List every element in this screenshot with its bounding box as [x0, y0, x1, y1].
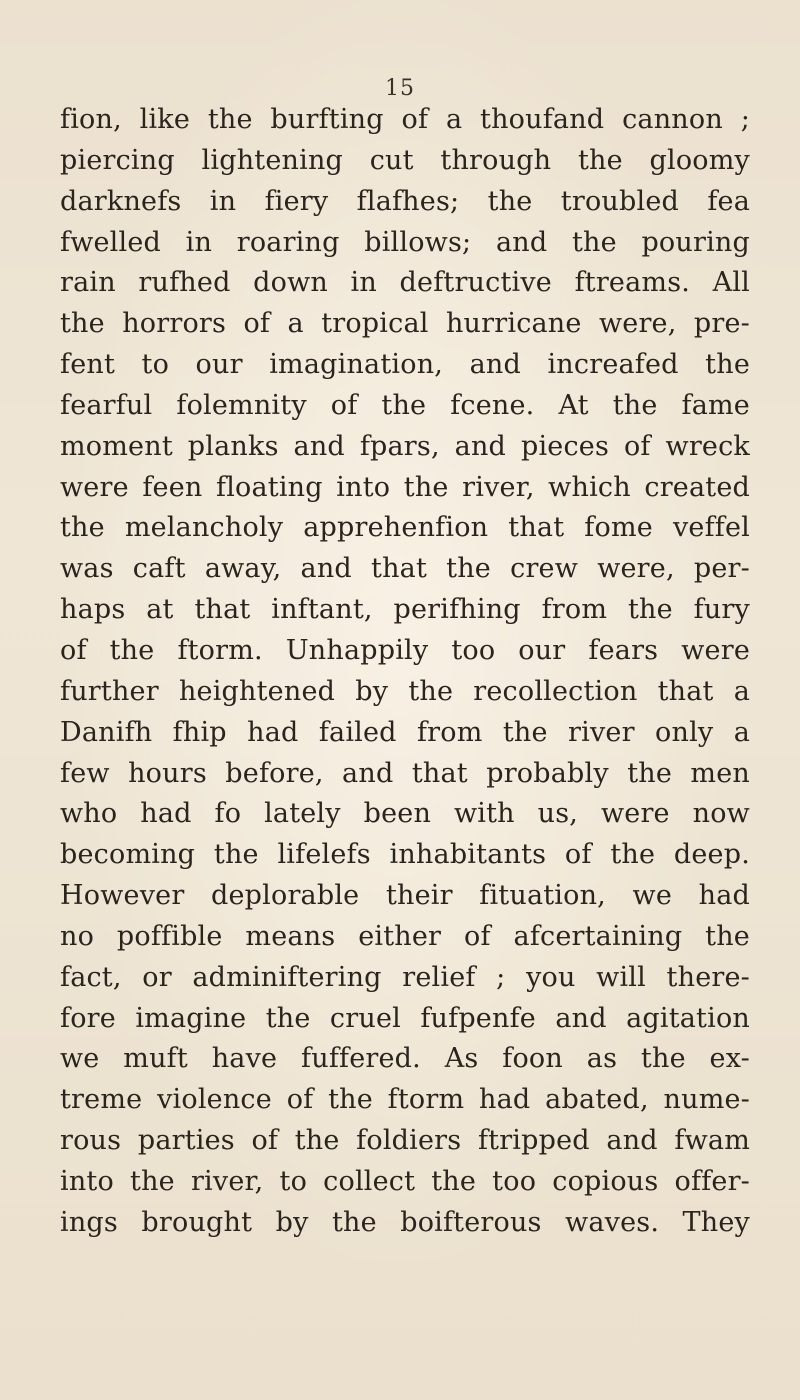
text-line: rain rufhed down in deftructive ftreams. All — [60, 267, 750, 299]
text-line: darknefs in fiery flafhes; the troubled fea — [60, 185, 750, 217]
page-number: 15 — [385, 76, 415, 101]
text-line: fact, or adminiftering relief ; you will there- — [60, 961, 750, 993]
text-line: rous parties of the foldiers ftripped and fwam — [60, 1125, 750, 1157]
text-line: piercing lightening cut through the gloomy — [60, 144, 750, 176]
text-line: fearful folemnity of the fcene. At the fame — [60, 389, 750, 421]
text-line: haps at that inftant, perifhing from the fury — [60, 594, 750, 626]
text-line: However deplorable their fituation, we had — [60, 880, 750, 912]
text-line: the horrors of a tropical hurricane were, pre- — [60, 308, 750, 340]
text-line: no poffible means either of afcertaining the — [60, 920, 750, 952]
text-line: Danifh fhip had failed from the river only a — [60, 716, 750, 748]
text-line: fent to our imagination, and increafed the — [60, 349, 750, 381]
text-line: moment planks and fpars, and pieces of wreck — [60, 430, 750, 462]
text-line: fwelled in roaring billows; and the pouring — [60, 226, 750, 258]
text-line: into the river, to collect the too copious offer- — [60, 1165, 750, 1197]
text-line: of the ftorm. Unhappily too our fears were — [60, 634, 750, 666]
text-line: were feen floating into the river, which created — [60, 471, 750, 503]
body-text — [60, 100, 750, 1244]
text-line: fion, like the burfting of a thoufand cannon ; — [60, 104, 750, 135]
text-line: becoming the lifelefs inhabitants of the deep. — [60, 839, 750, 871]
text-line: further heightened by the recollection that a — [60, 675, 750, 707]
text-line: was caft away, and that the crew were, per- — [60, 553, 750, 585]
text-line: treme violence of the ftorm had abated, nume- — [60, 1084, 750, 1116]
text-line: who had fo lately been with us, were now — [60, 798, 750, 830]
text-line: fore imagine the cruel fufpenfe and agitation — [60, 1002, 750, 1034]
text-line: we muft have fuffered. As foon as the ex- — [60, 1043, 750, 1075]
text-line: few hours before, and that probably the men — [60, 757, 750, 789]
text-line: the melancholy apprehenfion that fome veffel — [60, 512, 750, 544]
text-line: ings brought by the boifterous waves. They — [60, 1206, 750, 1238]
